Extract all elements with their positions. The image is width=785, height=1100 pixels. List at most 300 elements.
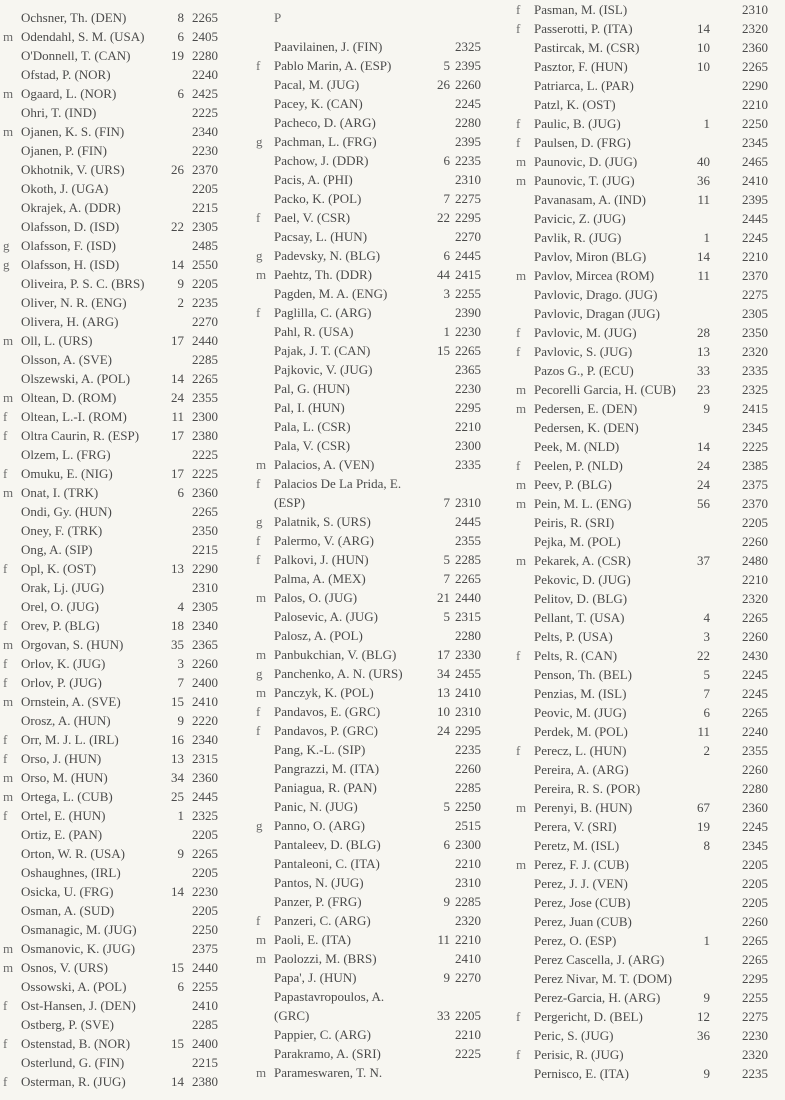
player-entry [510, 476, 785, 494]
player-entry [0, 921, 250, 939]
player-name: Peek, M. (NLD) [534, 439, 620, 454]
games-count: 11 [171, 409, 184, 424]
rating-value: 2445 [455, 248, 481, 263]
player-entry [252, 1064, 508, 1082]
title-prefix: m [3, 770, 14, 785]
rating-value: 2230 [192, 143, 218, 158]
games-count: 1 [703, 933, 710, 948]
player-entry [510, 723, 785, 741]
games-count: 23 [697, 382, 710, 397]
player-name: Panzer, P. (FRG) [274, 894, 362, 909]
title-prefix: f [3, 675, 8, 690]
player-name: Olivera, H. (ARG) [21, 314, 119, 329]
rating-value: 2380 [192, 428, 218, 443]
games-count: 1 [443, 324, 450, 339]
title-prefix: m [3, 694, 14, 709]
games-count: 13 [697, 344, 710, 359]
player-name: Paehtz, Th. (DDR) [274, 267, 372, 282]
title-prefix: m [516, 401, 527, 416]
player-name: Paavilainen, J. (FIN) [274, 39, 383, 54]
player-entry [510, 799, 785, 817]
title-prefix: g [256, 818, 263, 833]
player-entry [252, 969, 508, 987]
player-entry [0, 66, 250, 84]
player-entry [252, 779, 508, 797]
player-entry [510, 837, 785, 855]
rating-value: 2415 [742, 401, 768, 416]
player-name: Perez, J. J. (VEN) [534, 876, 628, 891]
rating-value: 2205 [192, 827, 218, 842]
games-count: 28 [697, 325, 710, 340]
title-prefix: f [516, 21, 521, 36]
player-entry [252, 95, 508, 113]
player-name: Perez-Garcia, H. (ARG) [534, 990, 661, 1005]
title-prefix: f [256, 723, 261, 738]
rating-value: 2325 [455, 39, 481, 54]
player-name: Osnos, V. (URS) [21, 960, 108, 975]
rating-value: 2210 [742, 572, 768, 587]
player-entry [252, 418, 508, 436]
title-prefix: m [3, 86, 14, 101]
player-name: Perez, F. J. (CUB) [534, 857, 630, 872]
games-count: 3 [703, 629, 710, 644]
games-count: 14 [171, 1074, 184, 1089]
rating-value: 2370 [192, 162, 218, 177]
rating-value: 2225 [192, 466, 218, 481]
player-name: Pavlovic, Drago. (JUG) [534, 287, 658, 302]
rating-value: 2360 [742, 800, 768, 815]
title-prefix: f [516, 116, 521, 131]
player-entry [510, 229, 785, 247]
title-prefix: m [3, 960, 14, 975]
player-entry [252, 456, 508, 474]
player-name: Ofstad, P. (NOR) [21, 67, 111, 82]
player-name: Perez, Jose (CUB) [534, 895, 631, 910]
title-prefix: m [516, 477, 527, 492]
rating-value: 2385 [742, 458, 768, 473]
games-count: 33 [437, 1008, 450, 1023]
title-prefix: g [256, 514, 263, 529]
games-count: 6 [443, 837, 450, 852]
rating-value: 2350 [192, 523, 218, 538]
player-entry [510, 552, 785, 570]
rating-value: 2360 [192, 770, 218, 785]
player-name: Passerotti, P. (ITA) [534, 21, 633, 36]
rating-value: 2235 [455, 153, 481, 168]
games-count: 14 [171, 371, 184, 386]
rating-value: 2280 [192, 48, 218, 63]
rating-value: 2410 [192, 998, 218, 1013]
games-count: 14 [697, 439, 710, 454]
player-entry [0, 807, 250, 825]
rating-value: 2395 [455, 58, 481, 73]
rating-value: 2310 [742, 2, 768, 17]
player-entry [0, 104, 250, 122]
player-entry [510, 951, 785, 969]
player-entry [0, 47, 250, 65]
rating-value: 2320 [742, 21, 768, 36]
games-count: 1 [703, 116, 710, 131]
player-entry [0, 408, 250, 426]
player-name: Paunovic, D. (JUG) [534, 154, 638, 169]
title-prefix: m [3, 124, 14, 139]
player-name: Patriarca, L. (PAR) [534, 78, 634, 93]
rating-value: 2210 [742, 97, 768, 112]
player-entry [510, 77, 785, 95]
player-name: Pael, V. (CSR) [274, 210, 351, 225]
rating-value: 2285 [455, 894, 481, 909]
player-entry [252, 171, 508, 189]
player-entry [252, 931, 508, 949]
player-name: Oll, L. (URS) [21, 333, 93, 348]
rating-value: 2390 [455, 305, 481, 320]
player-name: Peovic, M. (JUG) [534, 705, 627, 720]
rating-value: 2275 [742, 1009, 768, 1024]
player-name: Pasman, M. (ISL) [534, 2, 628, 17]
rating-value: 2465 [742, 154, 768, 169]
player-name: Ossowski, A. (POL) [21, 979, 127, 994]
player-entry [510, 362, 785, 380]
player-entry [510, 609, 785, 627]
player-entry [510, 58, 785, 76]
rating-value: 2260 [742, 534, 768, 549]
player-name: Olafsson, D. (ISD) [21, 219, 120, 234]
title-prefix: m [516, 553, 527, 568]
player-entry [510, 324, 785, 342]
player-name: Onat, I. (TRK) [21, 485, 99, 500]
player-entry [252, 361, 508, 379]
player-name: Ogaard, L. (NOR) [21, 86, 117, 101]
rating-value: 2280 [455, 115, 481, 130]
rating-value: 2310 [455, 172, 481, 187]
player-name: Panzeri, C. (ARG) [274, 913, 371, 928]
rating-value: 2295 [455, 723, 481, 738]
rating-value: 2305 [192, 599, 218, 614]
player-entry [510, 742, 785, 760]
rating-value: 2215 [192, 1055, 218, 1070]
player-entry [0, 275, 250, 293]
rating-value: 2445 [192, 789, 218, 804]
games-count: 24 [697, 477, 710, 492]
games-count: 36 [697, 173, 710, 188]
player-entry [0, 788, 250, 806]
games-count: 10 [697, 40, 710, 55]
rating-value: 2315 [455, 609, 481, 624]
rating-value: 2345 [742, 420, 768, 435]
title-prefix: m [256, 1065, 267, 1080]
player-entry [0, 598, 250, 616]
player-name: Pacis, A. (PHI) [274, 172, 353, 187]
rating-value: 2205 [742, 895, 768, 910]
title-prefix: g [256, 134, 263, 149]
rating-value: 2260 [455, 77, 481, 92]
player-name: Peelen, P. (NLD) [534, 458, 623, 473]
games-count: 12 [697, 1009, 710, 1024]
games-count: 9 [443, 970, 450, 985]
player-entry [510, 989, 785, 1007]
title-prefix: g [3, 238, 10, 253]
player-entry [510, 438, 785, 456]
player-entry [252, 817, 508, 835]
rating-value: 2315 [192, 751, 218, 766]
games-count: 3 [443, 286, 450, 301]
player-name: Penson, Th. (BEL) [534, 667, 632, 682]
title-prefix: f [256, 305, 261, 320]
rating-value: 2265 [455, 343, 481, 358]
title-prefix: f [516, 325, 521, 340]
title-prefix: m [3, 789, 14, 804]
title-prefix: f [3, 808, 8, 823]
player-name: Pala, V. (CSR) [274, 438, 351, 453]
player-name: Palkovi, J. (HUN) [274, 552, 369, 567]
player-name: Panno, O. (ARG) [274, 818, 365, 833]
index-column-1 [0, 0, 250, 1100]
player-entry [510, 1065, 785, 1083]
player-entry [0, 883, 250, 901]
player-name: Pavicic, Z. (JUG) [534, 211, 626, 226]
games-count: 17 [171, 466, 184, 481]
games-count: 5 [703, 667, 710, 682]
section-letter: P [274, 10, 282, 25]
rating-value: 2310 [455, 875, 481, 890]
rating-value: 2295 [742, 971, 768, 986]
games-count: 9 [177, 276, 184, 291]
rating-value: 2275 [455, 191, 481, 206]
title-prefix: m [256, 647, 267, 662]
player-name: Palosz, A. (POL) [274, 628, 363, 643]
player-entry [252, 285, 508, 303]
player-entry [252, 893, 508, 911]
player-name: Ostenstad, B. (NOR) [21, 1036, 131, 1051]
games-count: 8 [703, 838, 710, 853]
player-entry [0, 161, 250, 179]
player-name: Panic, N. (JUG) [274, 799, 358, 814]
title-prefix: m [3, 485, 14, 500]
player-entry [510, 248, 785, 266]
player-entry [0, 769, 250, 787]
rating-value: 2250 [192, 922, 218, 937]
rating-value: 2445 [742, 211, 768, 226]
title-prefix: f [256, 210, 261, 225]
player-entry [252, 570, 508, 588]
title-prefix: m [256, 951, 267, 966]
player-entry [252, 133, 508, 151]
player-entry [252, 798, 508, 816]
rating-value: 2300 [192, 409, 218, 424]
player-entry [0, 180, 250, 198]
games-count: 14 [171, 257, 184, 272]
player-entry [0, 218, 250, 236]
games-count: 7 [177, 675, 184, 690]
rating-value: 2260 [742, 914, 768, 929]
player-entry [0, 997, 250, 1015]
title-prefix: f [3, 732, 8, 747]
games-count: 11 [437, 932, 450, 947]
title-prefix: f [516, 1047, 521, 1062]
player-entry [252, 9, 508, 27]
rating-value: 2375 [192, 941, 218, 956]
rating-value: 2245 [742, 230, 768, 245]
rating-value: 2430 [742, 648, 768, 663]
player-name: Orlov, K. (JUG) [21, 656, 106, 671]
player-name: Osterlund, G. (FIN) [21, 1055, 125, 1070]
player-name: Perisic, R. (JUG) [534, 1047, 624, 1062]
title-prefix: f [516, 344, 521, 359]
player-entry [0, 85, 250, 103]
rating-value: 2335 [455, 457, 481, 472]
rating-value: 2305 [192, 219, 218, 234]
player-name: Palacios De La Prida, E. [274, 476, 402, 491]
player-entry [252, 608, 508, 626]
title-prefix: g [3, 257, 10, 272]
player-name: Paolozzi, M. (BRS) [274, 951, 377, 966]
games-count: 36 [697, 1028, 710, 1043]
player-name: Orton, W. R. (USA) [21, 846, 126, 861]
games-count: 1 [177, 808, 184, 823]
player-entry [510, 115, 785, 133]
games-count: 7 [443, 495, 450, 510]
title-prefix: f [516, 135, 521, 150]
player-name: Palosevic, A. (JUG) [274, 609, 378, 624]
title-prefix: f [256, 533, 261, 548]
player-entry [510, 305, 785, 323]
games-count: 15 [437, 343, 450, 358]
games-count: 1 [703, 230, 710, 245]
games-count: 8 [177, 10, 184, 25]
player-name: Orgovan, S. (HUN) [21, 637, 124, 652]
player-entry [0, 351, 250, 369]
rating-value: 2310 [455, 704, 481, 719]
player-entry [510, 134, 785, 152]
games-count: 14 [697, 21, 710, 36]
player-name: Pandavos, E. (GRC) [274, 704, 381, 719]
rating-value: 2280 [455, 628, 481, 643]
player-name: Palermo, V. (ARG) [274, 533, 374, 548]
player-entry [0, 427, 250, 445]
player-name: Pantaleoni, C. (ITA) [274, 856, 380, 871]
player-name: Paulic, B. (JUG) [534, 116, 621, 131]
player-name: Osmanagic, M. (JUG) [21, 922, 137, 937]
player-entry [0, 1073, 250, 1091]
games-count: 25 [171, 789, 184, 804]
player-name: Perenyi, B. (HUN) [534, 800, 633, 815]
player-entry [252, 532, 508, 550]
rating-value: 2205 [192, 181, 218, 196]
player-name: Parakramo, A. (SRI) [274, 1046, 381, 1061]
player-name: Padevsky, N. (BLG) [274, 248, 381, 263]
player-entry [510, 780, 785, 798]
player-name: Osmanovic, K. (JUG) [21, 941, 136, 956]
games-count: 22 [437, 210, 450, 225]
rating-value: 2225 [455, 1046, 481, 1061]
rating-value: 2245 [455, 96, 481, 111]
player-entry [252, 437, 508, 455]
player-name: Opl, K. (OST) [21, 561, 97, 576]
rating-value: 2380 [192, 1074, 218, 1089]
player-name: Perera, V. (SRI) [534, 819, 617, 834]
title-prefix: f [3, 1036, 8, 1051]
player-name: Perez, O. (ESP) [534, 933, 617, 948]
player-entry [252, 304, 508, 322]
rating-value: 2285 [455, 552, 481, 567]
games-count: 11 [697, 724, 710, 739]
player-name: Pangrazzi, M. (ITA) [274, 761, 380, 776]
player-name: Pagden, M. A. (ENG) [274, 286, 388, 301]
title-prefix: f [516, 743, 521, 758]
rating-value: 2210 [455, 1027, 481, 1042]
player-entry [0, 237, 250, 255]
player-entry [510, 267, 785, 285]
player-name: Okoth, J. (UGA) [21, 181, 109, 196]
player-entry [0, 484, 250, 502]
rating-value: 2300 [455, 438, 481, 453]
player-name: Pasztor, F. (HUN) [534, 59, 628, 74]
title-prefix: m [516, 857, 527, 872]
games-count: 33 [697, 363, 710, 378]
rating-value: 2395 [742, 192, 768, 207]
title-prefix: m [256, 267, 267, 282]
title-prefix: m [3, 333, 14, 348]
player-name: Pecorelli Garcia, H. (CUB) [534, 382, 676, 397]
games-count: 24 [437, 723, 450, 738]
player-entry [252, 513, 508, 531]
player-entry [510, 153, 785, 171]
title-prefix: m [256, 590, 267, 605]
player-name: Pekovic, D. (JUG) [534, 572, 631, 587]
games-count: 2 [703, 743, 710, 758]
rating-value: 2245 [742, 667, 768, 682]
games-count: 13 [171, 561, 184, 576]
games-count: 11 [697, 192, 710, 207]
games-count: 22 [697, 648, 710, 663]
rating-value: 2280 [742, 781, 768, 796]
games-count: 14 [171, 884, 184, 899]
player-entry [0, 9, 250, 27]
games-count: 34 [171, 770, 184, 785]
player-entry [0, 1054, 250, 1072]
title-prefix: m [256, 457, 267, 472]
games-count: 9 [703, 1066, 710, 1081]
player-name: Pavlovic, M. (JUG) [534, 325, 637, 340]
rating-value: 2285 [455, 780, 481, 795]
rating-value: 2210 [742, 249, 768, 264]
player-name: Paglilla, C. (ARG) [274, 305, 372, 320]
rating-value: 2285 [192, 352, 218, 367]
player-name: Pachman, L. (FRG) [274, 134, 377, 149]
rating-value: 2255 [742, 990, 768, 1005]
player-entry [252, 475, 508, 493]
title-prefix: f [3, 409, 8, 424]
player-entry [252, 266, 508, 284]
player-entry [510, 761, 785, 779]
title-prefix: f [3, 428, 8, 443]
player-name: Pelts, P. (USA) [534, 629, 613, 644]
rating-value: 2410 [192, 694, 218, 709]
player-name: Pellant, T. (USA) [534, 610, 625, 625]
player-name: Olszewski, A. (POL) [21, 371, 131, 386]
player-entry [510, 343, 785, 361]
player-entry [252, 703, 508, 721]
player-entry [510, 647, 785, 665]
rating-value: 2205 [742, 515, 768, 530]
rating-value: 2405 [192, 29, 218, 44]
rating-value: 2320 [455, 913, 481, 928]
rating-value: 2285 [192, 1017, 218, 1032]
title-prefix: f [3, 1074, 8, 1089]
player-entry [510, 818, 785, 836]
games-count: 34 [437, 666, 450, 681]
games-count: 17 [171, 333, 184, 348]
